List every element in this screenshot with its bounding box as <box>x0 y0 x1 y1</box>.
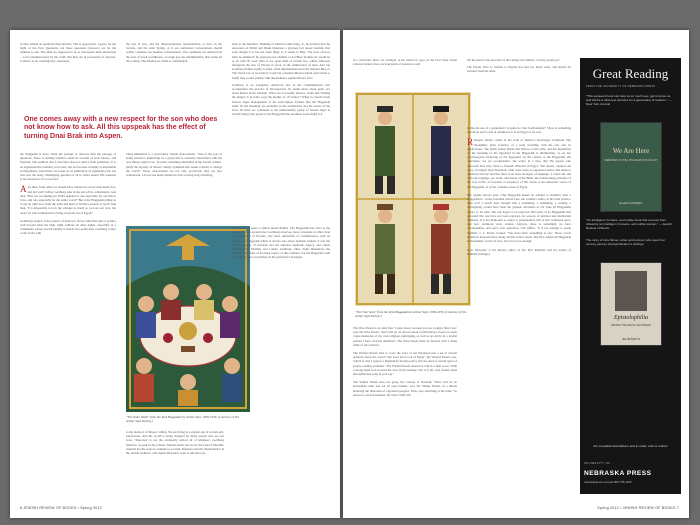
book-subtitle: MEMORIES OF THE LITHUANIAN HOLOCAUST <box>604 159 658 162</box>
pull-quote: One comes away with a new respect for the son who does not know how to ask. All this upspeak has the effect of turning Dnai Brak into Aspen. <box>24 116 218 140</box>
left-col3-lower <box>232 226 330 260</box>
ad-press-name: NEBRASKA PRESS <box>584 470 652 477</box>
book-title: We Are Here <box>612 147 650 155</box>
text-block: The Parent Who Is Unable to Inquire has had too much wine, and should be excused from the table. <box>467 65 571 74</box>
drop-cap: R <box>467 137 474 148</box>
author-bio: Leon Wieseltier is the literary editor of The New Republic and the author of Kaddish (Vintage). <box>467 248 571 257</box>
left-col1-top <box>20 42 116 63</box>
text-block: Goldberg is an exemplary American Jew in his condemnation's that accompanies the practice of introspection. Its seems more about guilt—it's about knives about Judaism. What can it possibly mean to claim that 'finding the hungry is in some ways the mother of all virtues'? When in current ritual lessons anger management, is the subscription formula that the Haggadah itself. Or the 'meaning' are probably on the architecture and the stories of the Jews. Its there are consistent to the unmistakably purity of Jewish anger in Jewish liturgy (the prayer in the Haggadah that promises God's help) is it. <box>232 82 330 117</box>
image-caption: "The Seder Table" from the Szyk Haggadah by Arthur Szyk, 1936-1956. (Courtesy of The Arthur Szyk Society.) <box>126 415 240 424</box>
text-block: Her regime always pass. 'This Haggadah makes no attempt to mobilize what a Haggadah is,' writes Jonathan Safran Foer, the volume's editor, in his brief preface. Who not? I would have thought that a redefining, a rethinking, a reading, a reimagining, would have been the greatest adventure of all. Take all Haggadahs before it,' he adds, 'this one hopes to be replaced'. But some of its Haggadahs that preceded this one have not been replaced, for reasons of spiritual and intellectual ambition. It is not immodest to aspire to perpetuation; that is how traditions grow, and how traditions were written. Anyway, there is something we have accomplished, and one's own aspiration, will suffice. 'It is not enough to speak Yiddish.' I. L. Peretz warned. 'You must have something to say.' Those words should be honored above many Jewish writer's deals. The New American Haggadah is abundantly a letter of love, but love is not enough. <box>467 192 571 244</box>
text-block: been to the Israelites. Thinking of Martin Luther King, Jr., he declares that the Ancestors of Mitlid and Plouk illustrates a glorious fact about Judaism: that even though it is 'not the same thing' as it seems to Blue. 'We were all now must be unmixed'; he expresses not whether or not Blue' mothers he would be at all with 'B. God' (that is not upon kind of Jewish law, which famously disregards the size of Eleven in favor of the deliberation of men. And Ian Goldberg fielded loudly at some of his implementations in the thirteen Here of The 'moral law as we both by God)' but a modern Moses (whom often tends to itself) may would quickly chill disobedience against Moses' laws. <box>232 42 330 80</box>
text-block: the text in Iraq, and the disproportionate representation of Jews in the Soviets, and the Arab Spring, or if our authorized conversations should solidly condense our haunted conversations. The comments are delivered in the tone of mock worldliness, of rough gay net sentimentality, that seems all the writing. The tribulus on cliché is considerable. <box>126 42 222 63</box>
book-author: JULIJA ŠUKYS <box>622 338 640 341</box>
book-cover-epistolophilia[interactable] <box>600 262 662 346</box>
ad-university: UNIVERSITY OF <box>584 462 611 465</box>
four-sons-illustration <box>355 92 474 306</box>
left-col3-top <box>232 42 330 116</box>
ad-cta: For complete descriptions and to order, visit us online! <box>593 444 668 448</box>
text-block: Three-dimension is a particularly Jewish characteristic. 'One of the joys in being Jewish is numbering in a group that is eternally intertwined with the way things ought to be.' In some something embedded in the Jewish culture'. (Only the mystery of Moses' calling 'optimism that seems a desire to change the world?' These observations are not only provincial, they are also complacent. I do not see many American Jews waving every morning. <box>126 152 222 178</box>
text-block: As there from when we should have trained are secret man-made free, and did well? Jeffrey Goldberg asks in the end of his commentary. And then, 'How are we talking our faith's demand to care especially for our fellow Jews, and care especially for the entire world?' But is the Haggadah telling us to get up right now from the table and head to Darfur's prisons to feed? And then, 'It is impossible to love the stranger as much as we love our own, but aren't we still commanded to bring everyone out of Egypt?' <box>20 185 116 215</box>
page-footer-left: 6 JEWISH REVIEW OF BOOKS ▪ Spring 2012 <box>20 506 102 510</box>
left-col1-body <box>20 152 116 236</box>
ad-url[interactable]: nebraskapress.unl.edu 800.755.1105 <box>584 480 632 484</box>
book-title: Epistolophilia <box>613 315 648 321</box>
text-block: The Simple Parent does not grasp the concept of freedom. 'There will be no harassment until you eat all your brisket,' says the Simple Parent, in a throne honoring the liberation of oppressed peoples. Thus, stop slouching at the table.' To answer to such statements, the Wise Child will <box>353 380 457 397</box>
text-block: The Wicked Parent tries to cover the story of our liberation into a set of current opinions about the world: 'The Lord led us out of Egypt', the Wicked Parent says, 'which is why I oppose a Republican foreign policy and are tired of certain types of people causing problems.' The Wicked Parent should be told in a firm voice, 'With a strong hand God rescued the Jews from bondage. Nor is it my own clumsy hand that spilled hot soup in your lap.' <box>353 351 457 377</box>
ad-blurb-1: "This eloquent book can help us so much see, get to know us, and will be a vital new stimulus for a generation of readers." —New York Journal <box>586 94 672 107</box>
text-block: Goldberg's subject is the politics of Passover. Never mind that talk of politics well beyond table the high, night without all other nights, especially in a community whose Jewish identity is much over-politicized. Goldberg comes to the Seder with <box>20 218 116 236</box>
left-col2-top <box>126 42 222 63</box>
text-block: Respite finally comes in the form of Rebecca Newberger Goldstein. Her thoughtful, grim evidence of a long wrestling with the text and its implications. She deftly brings Rabbi and Princes to the table, and her meditation on the meaning of the ingrained in the Haggadah is illuminating, as are her psychological anchoring of the Egyptians. In the context of the Haggadah, she concludes, 'we are recognizable', she writes in a nice, that 'the people who disowned how they lived to flourish. Pharaoh in Egypt'. She mostly captures the story of religion after liberation: what 'were years as oppressed slaves who made to remain in slavery' and that 'there is no more strangers of language.' I could add, and with our longings, see in her discussion of the Bible, the transforming principle of the way of life, of freedom, of prophecy, of life, about as the numerous voices of the Haggadah, as of the countless curse of Egypt. <box>467 138 571 189</box>
ad-from: FROM THE UNIVERSITY OF NEBRASKA PRESS <box>586 85 656 88</box>
right-page <box>343 30 689 518</box>
text-block: the Haggadah is more about the passage of answers than the passage of questions. There is nothing tentative about its account of God, history, and freedom. The tradition that it describes does not derive from politeness. It is an argumentative tradition, to be sure, but not because certainty is impossible at Illegitimate. (And there are books in its admiration of arguments.) Do not who saw the many challenging question of all is called sealed. His question is not answered. It is corrected. <box>20 152 116 182</box>
left-col2-lower <box>126 430 224 455</box>
left-page <box>10 30 340 518</box>
text-block: in a curricular, there, for example, is his tomorrow goes on the Four Sons. Some scholars believe there are four kinds of parents as well. <box>353 58 457 67</box>
page-footer-right: Spring 2012 ▪ JEWISH REVIEW OF BOOKS 7 <box>597 506 679 510</box>
right-col2-top <box>467 58 571 74</box>
ad-blurb-3: The story of Una Sinoei, writer and lecturer who spent her century journey through Eleanor's writings. <box>586 238 666 247</box>
book-cover-portrait <box>615 271 647 311</box>
right-col1-top <box>353 58 457 66</box>
text-block: to the memory of Moses' calling. We are living in a golden age of Jewish self-satisfaction. And the world is being changed by many people who are not Jews. 'Tolerance' is not the eventually radical all of kindness', Goldberg instructs, 'is peak in the scholar. Nations better has stood; the look of Mordim: external nor the sources example to account. Romance and the disobedience' in the Jewish tradition', who defied Pharaoh's order to kill the boys. <box>126 430 224 456</box>
ad-title: Great Reading <box>592 66 669 81</box>
left-col2-body <box>126 152 222 177</box>
book-author: ELLEN CASSEDY <box>619 201 643 205</box>
text-block: in a particular sense is almost meant Rabbis. The Haggadah sees Jews as the inheritors of an ancient idea: Goldberg observes, more a moment of ethics than the foundation of Exodus. The most substantial of commentaries, with its tongue is a Haggadah which is always true about Judaism. Indeed, it was the original enemy of freedom and the national Sephardic legacy, and others including the Yiddish, and Ladino traditions. They claim themselves the rightful custodians of its many legacy of this tradition, but the Haggadah with its tradition goes everywhere in the particular's nostalgia. <box>232 226 330 260</box>
right-col2-body <box>467 126 571 257</box>
text-block: of their lament on questions than answers. This is appropriate, I guess, for the night of the Four Questions, but these questions (answers) are for the children to ask. The adult are supposed to be to interrogate them instruction—to be unembarrassed by the claim that they are in possession of answers. Contrary to its contemporary reputation, <box>20 42 116 63</box>
book-cover-we-are-here[interactable] <box>600 122 662 212</box>
text-block: Is this the use of a generation? A guide for Zen 'Gabbalandia?' There is something and about such a fate of adulthood. It is an Egypt of its own. <box>467 126 571 135</box>
drop-cap: A <box>20 184 27 195</box>
image-caption: "The Four Sons" from the Szyk Haggadah by Arthur Szyk, 1936-1956. (Courtesy of The Arthur Szyk Society.) <box>355 310 467 319</box>
ad-blurb-2: "An intelligent, humane, and subtle book that rescues from obscurity an intelligent, humane, and subtle woman." —Jewish Review of Books <box>586 218 672 231</box>
nebraska-press-ad[interactable] <box>580 58 681 494</box>
right-col1-body <box>353 326 457 397</box>
book-subtitle: WRITING THE LIFE OF ONA ŠIMAITĖ <box>611 325 651 327</box>
text-block: tell me more is the direction of the calling and Ambers, 'Let my people go!' <box>467 58 560 62</box>
text-block: The Wise Parent is an older hen: 'Come closer, because you are younger than I am,' says the Wise Parent, 'and I will go on and on about Jewish history, based on some vague memories of my own religious upbringing, as well as an article in a Jewish journal I have recently skimmed.' The Wise Parent must be blessed with a small smile of also interest. <box>353 326 457 347</box>
